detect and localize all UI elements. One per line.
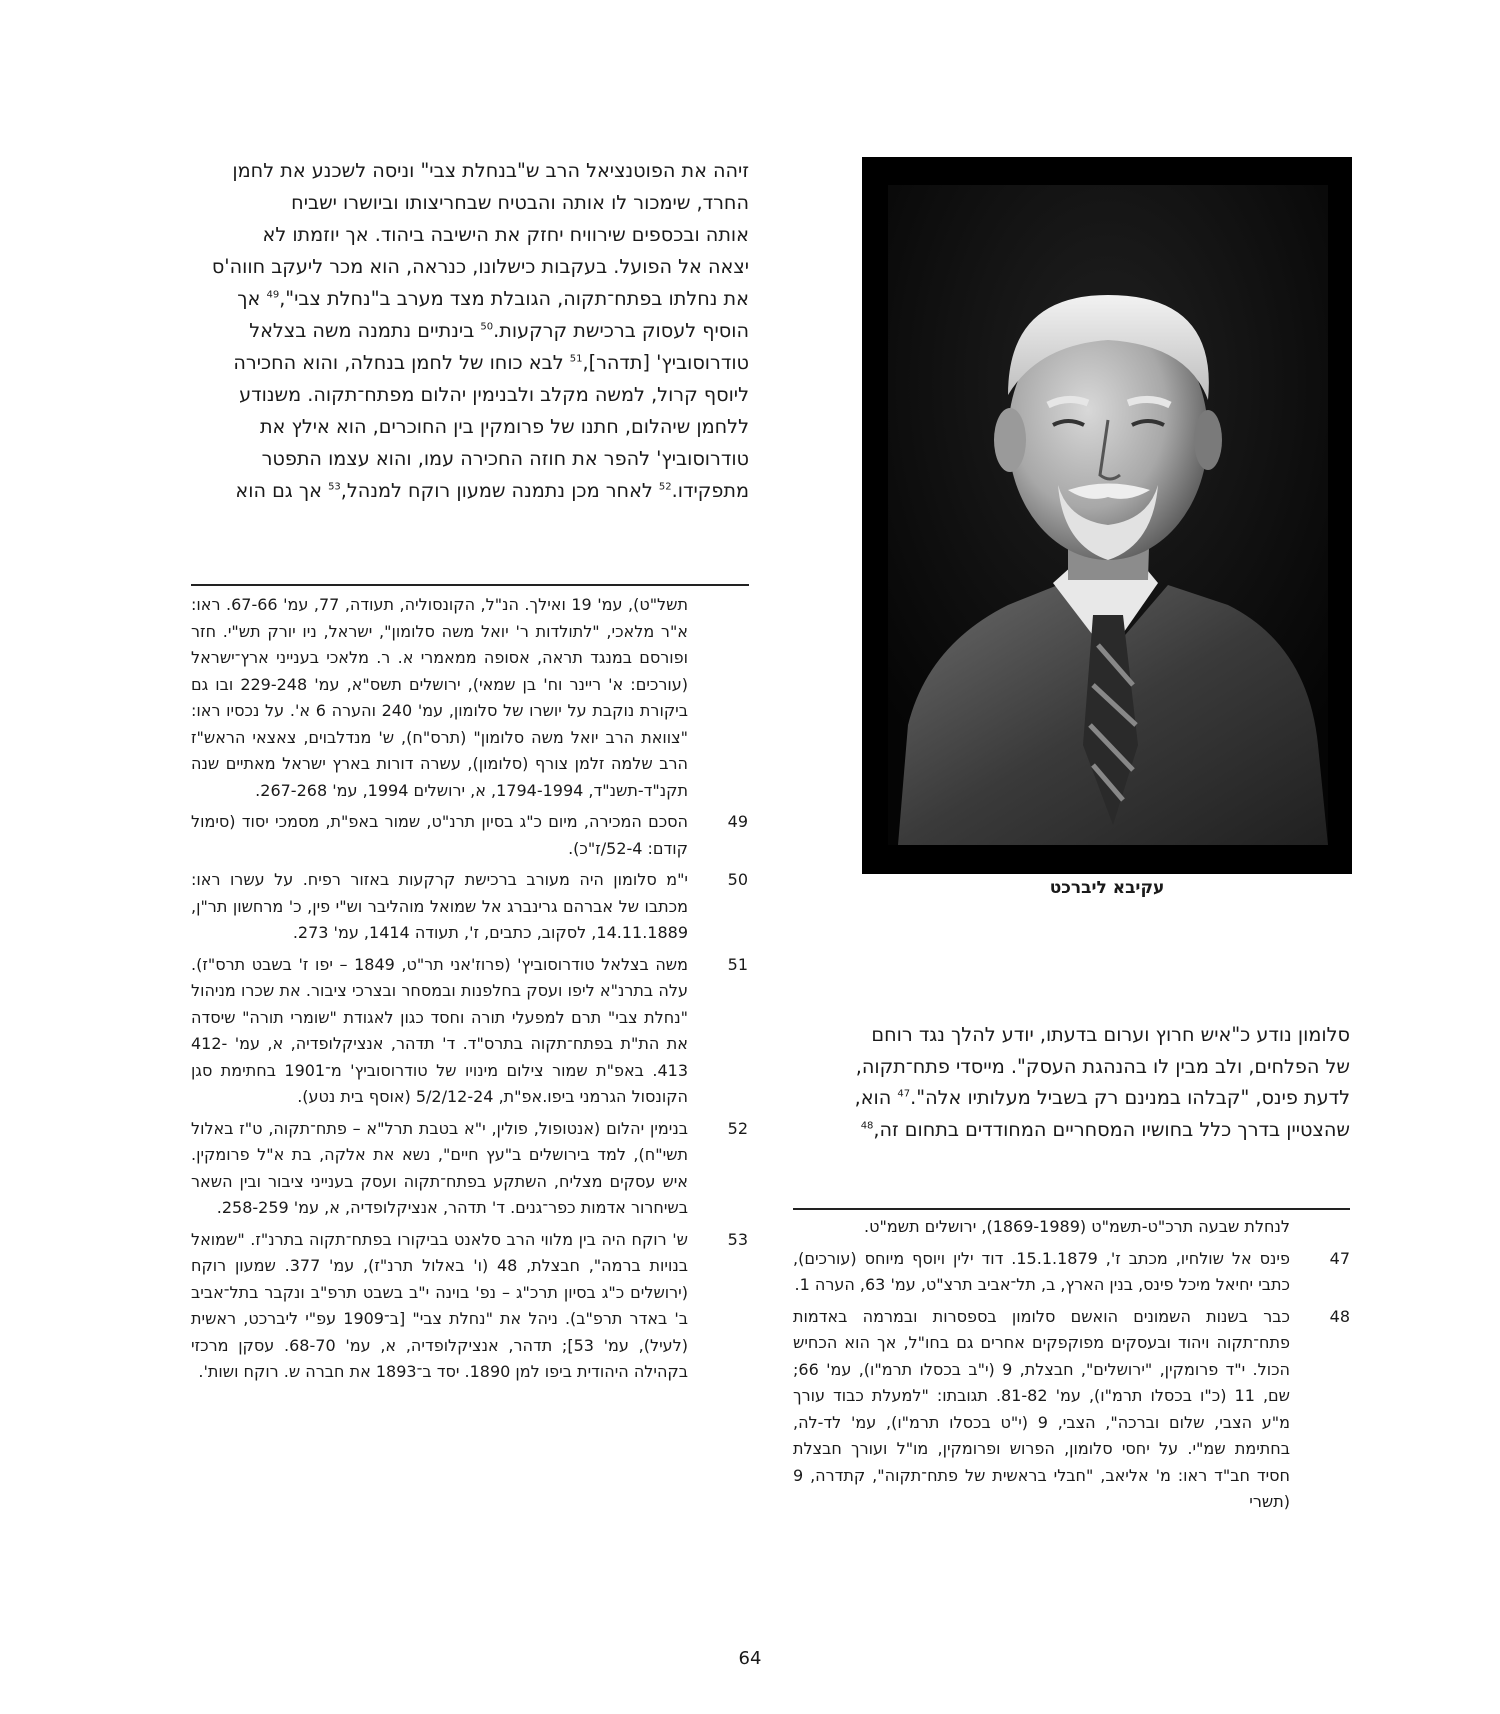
text-line: החרד, שימכור לו אותה והבטיח שבחריצותו וביושרו ישביח [291, 191, 749, 214]
second-text-block [793, 1019, 1350, 1145]
text-line: ללחמן שיהלום, חתנו של פרומקין בין החוכרים, הוא אילץ את [259, 415, 749, 438]
footnote-text: פינס אל שולחיו, מכתב ז', 15.1.1879. דוד ילין ויוסף מיוחס (עורכים), כתבי יחיאל מיכל פינס, בנין הארץ, ב, תל־אביב תרצ"ט, עמ' 63, הערה 1. [793, 1248, 1290, 1294]
text-segment: לאחר מכן נתמנה שמעון רוקח למנהל, [340, 479, 653, 502]
footnote-number: 52 [727, 1118, 748, 1138]
footnote-number: 53 [727, 1229, 748, 1249]
footnote-ref[interactable]: 48 [860, 1120, 874, 1132]
text-segment: אך גם הוא [235, 479, 322, 502]
footnote-ref[interactable]: 51 [569, 353, 583, 365]
text-line: ליוסף קרול, למשה מקלב ולבנימין יהלום מפתח־תקוה. משנודע [239, 383, 749, 406]
text-segment: את נחלתו בפתח־תקוה, הגובלת מצד מערב ב"נחלת צבי", [279, 287, 749, 310]
text-line [191, 283, 749, 315]
text-line: אותה ובכספים שירוויח יחזק את הישיבה ביהוד. אך יוזמתו לא [262, 223, 749, 246]
footnote-51 [191, 952, 748, 1111]
footnote-separator [191, 584, 749, 586]
footnote-separator [793, 1208, 1350, 1210]
footnote-text: משה בצלאל טודרוסוביץ' (פרוז'אני תר"ט, 1849 – יפו ז' בשבט תרס"ז). עלה בתרנ"א ליפו ועסק בחלפנות ובמסחר ובצרכי ציבור. את שכרו מניהול "נחלת צבי" תרם למפעלי תורה וחסד כגון לאגודת "שומרי תורה" שיסדה את הת"ת בפתח־תקוה בתרס"ד. ד' תדהר, אנציקלופדיה, א, עמ' 412-413. באפ"ת שמור צילום מינויו של טודרוסוביץ' מ־1901 בחתימת סגן הקונסול הגרמני ביפו.אפ"ת, 5/2/12-24 (אוסף בית נטע). [191, 954, 689, 1106]
text-line: זיהה את הפוטנציאל הרב ש"בנחלת צבי" וניסה לשכנע את לחמן [232, 159, 749, 182]
text-segment: לדעת פינס, "קבלהו במנינם רק בשביל מעלותיו אלה". [910, 1086, 1350, 1109]
footnote-text: כבר בשנות השמונים הואשם סלומון בספסרות ובמרמה באדמות פתח־תקוה ויהוד ובעסקים מפוקפקים אחרים גם בחו"ל, אך הוא הכחיש הכול. י"ד פרומקין, "ירושלים", חבצלת, 9 (י"ב בכסלו תרמ"ו), עמ' 66; שם, 11 (כ"ו בכסלו תרמ"ו), עמ' 81-82. תגובתו: "למעלת כבוד עורך מ"ע הצבי, שלום וברכה", הצבי, 9 (י"ט בכסלו תרמ"ו), עמ' לד-לה, בחתימת שמ"י. על יחסי סלומון, הפרוש ופרומקין, מו"ל ועורך חבצלת חסיד חב"ד ראו: מ' אליאב, "חבלי בראשית של פתח־תקוה", קתדרה, 9 (תשרי [793, 1306, 1291, 1511]
footnote-47 [793, 1246, 1350, 1299]
footnote-text: ש' רוקח היה בין מלווי הרב סלאנט בביקורו בפתח־תקוה בתרנ"ז. "שמואל בנויות ברמה", חבצלת, 48 (ו' באלול תרנ"ז), עמ' 377. שמעון רוקח (ירושלים כ"ג בסיון תרכ"ג – נפ' בוינה י"ב בשבט תרפ"ב ונקבר בתל־אביב ב' באדר תרפ"ב). ניהל את "נחלת צבי" [ב־1909 עפ"י ליברכט, ראשית (לעיל), עמ' 53]; תדהר, אנציקלופדיה, א, עמ' 68-70. עסקן מרכזי בקהילה היהודית ביפו למן 1890. יסד ב־1893 את חברה ש. רוקח ושות'. [191, 1229, 689, 1381]
footnote-text: לנחלת שבעה תרכ"ט-תשמ"ט (1869-1989), ירושלים תשמ"ט. [864, 1217, 1290, 1236]
text-line: של הפלחים, ולב מבין לו בהנהגת העסק". מייסדי פתח־תקוה, [855, 1054, 1350, 1078]
footnote-ref[interactable]: 53 [328, 481, 341, 493]
text-line [793, 1082, 1350, 1114]
portrait-photo-frame [862, 157, 1352, 874]
footnote-52 [191, 1116, 748, 1222]
text-segment: הוסיף לעסוק ברכישת קרקעות. [493, 319, 749, 342]
footnote-continuation [793, 1214, 1290, 1241]
footnote-text: תשל"ט), עמ' 19 ואילך. הנ"ל, הקונסוליה, תעודה, 77, עמ' 67-66. ראו: א"ר מלאכי, "לתולדות ר' יואל משה סלומון", ישראל, ניו יורק תש"י. חזר ופורסם במנגד תראה, אסופה ממאמרי א. ר. מלאכי בענייני ארץ־ישראל (עורכים: א' ריינר וח' בן שמאי), ירושלים תשס"א, עמ' 229-248 ובו גם ביקורת נוקבת על יושרו של סלומון, עמ' 240 והערה 6 א'. על נכסיו ראו: "צוואת הרב יואל משה סלומון" (תרס"ח), ש' מנדלבוים, צאצאי הראש"ז הרב שלמה זלמן צורף (סלומון), עשרה דורות בארץ ישראל מאתיים שנה תקנ"ד-תשנ"ד, 1794-1994, א, ירושלים 1994, עמ' 267-268. [191, 595, 689, 800]
footnotes-right [793, 1214, 1350, 1521]
footnote-number: 50 [727, 870, 748, 889]
text-segment: טודרוסוביץ' [תדהר], [582, 351, 749, 374]
footnote-53 [191, 1227, 748, 1386]
footnotes-left [191, 592, 748, 1391]
footnote-continuation [191, 592, 688, 804]
portrait-photo [888, 185, 1328, 845]
footnote-49 [191, 809, 748, 862]
text-line [191, 315, 749, 347]
text-segment: בינתיים נתמנה משה בצלאל [249, 319, 475, 342]
text-segment: לבא כוחו של לחמן בנחלה, והוא החכירה [233, 351, 564, 374]
footnote-ref[interactable]: 52 [658, 481, 672, 493]
footnote-ref[interactable]: 49 [266, 289, 280, 301]
portrait-illustration [888, 185, 1328, 845]
text-line: סלומון נודע כ"איש חרוץ וערום בדעתו, יודע להלך נגד רוחם [871, 1023, 1350, 1046]
text-segment: שהצטיין בדרך כלל בחושיו המסחריים המחודדים בתחום זה, [873, 1117, 1350, 1141]
footnote-ref[interactable]: 47 [897, 1088, 911, 1100]
footnote-50 [191, 867, 748, 947]
text-line [191, 475, 749, 507]
footnote-text: הסכם המכירה, מיום כ"ג בסיון תרנ"ט, שמור באפ"ת, מסמכי יסוד (סימול קודם: 52-4/ז"כ). [191, 812, 688, 858]
photo-caption: עקיבא ליברכט [1049, 878, 1165, 898]
footnote-number: 48 [1329, 1306, 1350, 1326]
footnote-text: י"מ סלומון היה מעורב ברכישת קרקעות באזור רפיח. על עשרו ראו: מכתבו של אברהם גרינברג אל שמואל מוהליבר וש"י פין, כ' מרחשון תר"ן, 14.11.1889, לסקוב, כתבים, ז', תעודה 1414, עמ' 273. [191, 870, 688, 942]
text-line: טודרוסוביץ' להפר את חוזה החכירה עמו, והוא עצמו התפטר [261, 447, 749, 470]
footnote-ref[interactable]: 50 [480, 321, 494, 333]
text-line [191, 347, 749, 379]
footnote-text: בנימין יהלום (אנטופול, פולין, י"א בטבת תרל"א – פתח־תקוה, ט"ז באלול תשי"ח), למד בירושלים ב"עץ חיים", נשא את אלקה, בת א"ל פרומקין. איש עסקים מצליח, השתקע בפתח־תקוה ועסק בענייני ציבור ובין השאר בשיחרור אדמות כפר־גנים. ד' תדהר, אנציקלופדיה, א, עמ' 258-259. [191, 1118, 688, 1217]
footnote-number: 49 [727, 812, 748, 831]
text-segment: מתפקידו. [671, 479, 749, 502]
main-text-block [191, 155, 749, 507]
page-number: 64 [738, 1648, 762, 1669]
footnote-number: 47 [1329, 1248, 1350, 1268]
text-segment: אך [237, 287, 261, 310]
footnote-48 [793, 1304, 1350, 1516]
text-line [793, 1114, 1350, 1146]
footnote-number: 51 [727, 954, 748, 974]
text-segment: הוא, [854, 1086, 892, 1109]
text-line: יצאה אל הפועל. בעקבות כישלונו, כנראה, הוא מכר ליעקב חווה'ס [211, 255, 749, 278]
